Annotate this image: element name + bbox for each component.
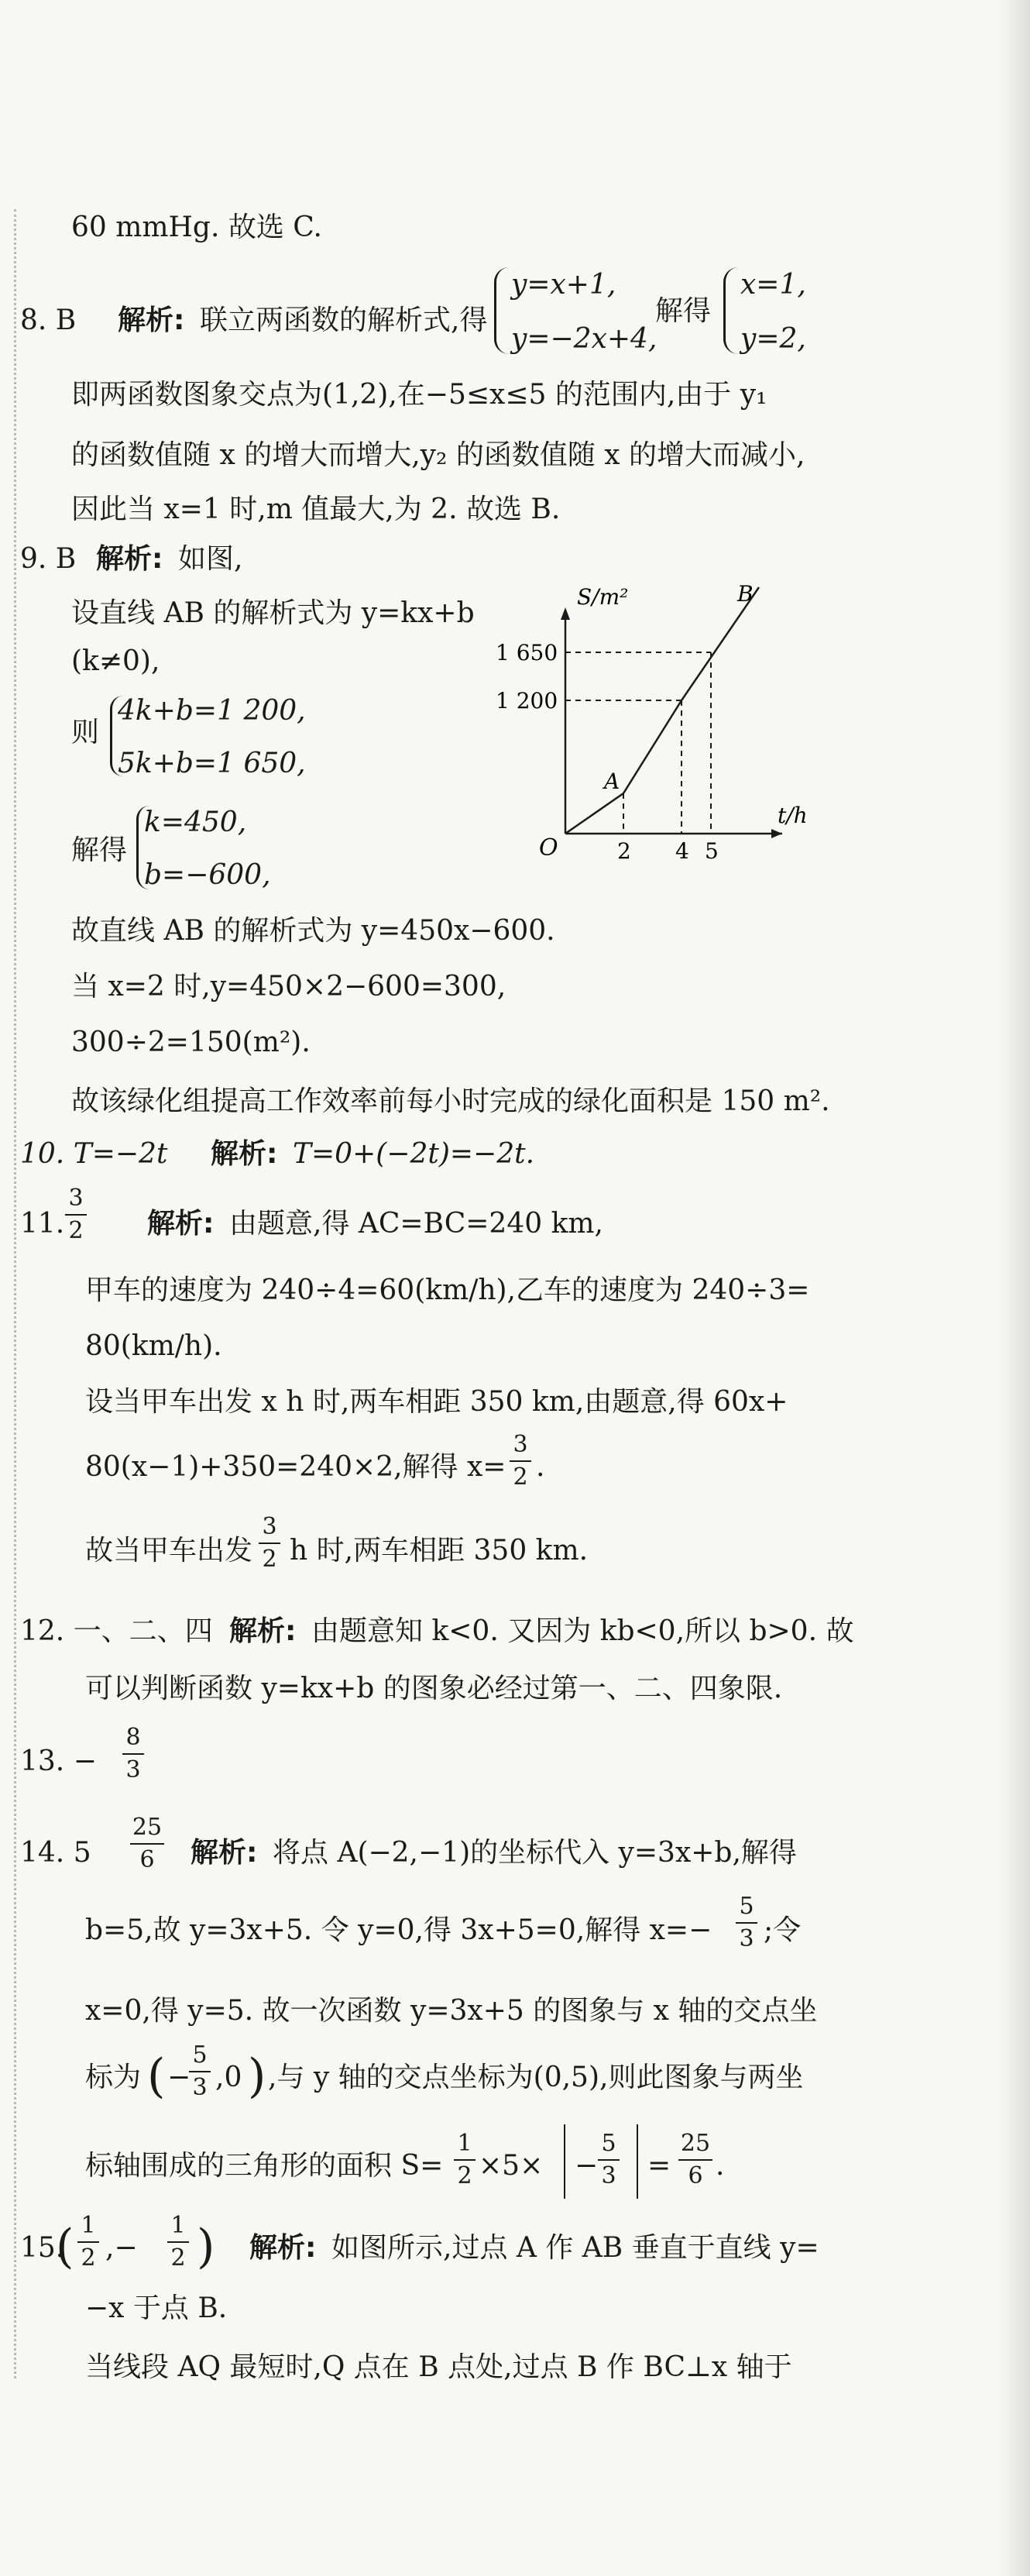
fraction-numerator: 3	[68, 1185, 84, 1212]
q14-answer1: 14. 5	[20, 1837, 91, 1869]
q14-line4-b: ,与 y 轴的交点坐标为(0,5),则此图象与两坐	[268, 2062, 804, 2093]
y-tick-1200: 1 200	[496, 688, 558, 714]
q8-system-eq1: y=x+1,	[511, 269, 616, 301]
q14-coord-fraction	[189, 2042, 211, 2101]
q15-close-paren: )	[197, 2220, 215, 2274]
q8-number: 8. B	[20, 304, 77, 336]
q15-number: 15.	[20, 2232, 65, 2264]
q14-text: 将点 A(−2,−1)的坐标代入 y=3x+b,解得	[273, 1837, 797, 1869]
q9-system-eq1: 4k+b=1 200,	[118, 695, 306, 727]
fraction-denominator: 2	[68, 1217, 84, 1244]
fraction-numerator: 25	[132, 1814, 163, 1841]
binding-margin-line	[14, 209, 16, 2378]
x-axis-arrow	[771, 829, 782, 838]
fraction-numerator: 5	[192, 2041, 208, 2069]
fraction-numerator: 8	[125, 1724, 141, 1751]
q15-open-paren: (	[56, 2220, 74, 2274]
q14-answer2-fraction	[130, 1814, 164, 1873]
q14-line5-eq: =	[647, 2150, 671, 2182]
q15-analysis-label: 解析:	[249, 2232, 317, 2264]
fraction-numerator: 3	[513, 1431, 528, 1458]
fraction-denominator: 3	[739, 1925, 754, 1952]
y-axis-label: S/m²	[577, 584, 629, 610]
q12-analysis-label: 解析:	[229, 1615, 297, 1647]
q14-line2-a: b=5,故 y=3x+5. 令 y=0,得 3x+5=0,解得 x=−	[85, 1914, 712, 1946]
fraction-denominator: 2	[457, 2162, 472, 2189]
x-tick-4: 4	[675, 838, 689, 864]
q11-line2: 甲车的速度为 240÷4=60(km/h),乙车的速度为 240÷3=	[85, 1274, 810, 1306]
fraction-denominator: 2	[513, 1463, 528, 1491]
q8-solve-text: 解得	[655, 295, 712, 327]
q12-answer: 12. 一、二、四	[20, 1615, 213, 1647]
q11-number: 11.	[20, 1208, 65, 1240]
q9-solution-k: k=450,	[144, 807, 247, 838]
q14-open-paren: (	[147, 2049, 166, 2103]
q9-number: 9. B	[20, 543, 77, 575]
q15-line2: −x 于点 B.	[85, 2292, 228, 2324]
q9-line8: 故该绿化组提高工作效率前每小时完成的绿化面积是 150 m².	[71, 1085, 830, 1117]
q14-close-paren: )	[248, 2049, 266, 2103]
q11-analysis-label: 解析:	[147, 1208, 215, 1240]
q13-answer-fraction	[122, 1725, 144, 1783]
fraction-denominator: 3	[125, 1756, 141, 1783]
q9-line2: (k≠0),	[71, 645, 160, 677]
fraction-denominator: 3	[601, 2162, 616, 2189]
q9-line1: 设直线 AB 的解析式为 y=kx+b	[71, 597, 475, 629]
q14-line2-b: ;令	[764, 1914, 802, 1946]
q14-coord-minus: −	[167, 2062, 191, 2093]
q10-answer: 10. T=−2t	[20, 1138, 168, 1170]
q14-abs-bar-right	[637, 2124, 638, 2199]
q14-line5-b: ×5×	[479, 2150, 544, 2182]
q12-text: 由题意知 k<0. 又因为 kb<0,所以 b>0. 故	[311, 1615, 854, 1647]
q15-comma-minus: ,−	[105, 2232, 138, 2264]
q8-line4: 因此当 x=1 时,m 值最大,为 2. 故选 B.	[71, 494, 561, 525]
q13-answer-prefix: 13. −	[20, 1745, 97, 1777]
q9-line7: 300÷2=150(m²).	[71, 1027, 311, 1058]
graph-line-oab	[565, 587, 759, 834]
q8-solution-x: x=1,	[740, 269, 806, 301]
q14-abs-bar-left	[564, 2124, 565, 2199]
q9-line6: 当 x=2 时,y=450×2−600=300,	[71, 971, 506, 1003]
q14-x-fraction	[736, 1893, 757, 1952]
point-a-label: A	[604, 769, 620, 794]
fraction-denominator: 6	[139, 1846, 155, 1873]
q11-x-fraction	[510, 1432, 531, 1491]
q11-line3: 80(km/h).	[85, 1330, 222, 1362]
fraction-numerator: 5	[601, 2130, 616, 2157]
q11-text: 由题意,得 AC=BC=240 km,	[229, 1208, 603, 1240]
q14-analysis-label: 解析:	[191, 1837, 258, 1869]
q11-line6-b: h 时,两车相距 350 km.	[290, 1535, 589, 1567]
text-line-q7-end: 60 mmHg. 故选 C.	[71, 212, 323, 243]
q8-analysis-label: 解析:	[118, 304, 185, 336]
q14-line5-end: .	[716, 2150, 725, 2182]
q8-line3: 的函数值随 x 的增大而增大,y₂ 的函数值随 x 的增大而减小,	[71, 439, 805, 471]
fraction-numerator: 25	[680, 2130, 711, 2157]
q9-solve: 解得	[71, 834, 128, 866]
q14-area-fraction	[678, 2131, 712, 2189]
q11-line4: 设当甲车出发 x h 时,两车相距 350 km,由题意,得 60x+	[85, 1386, 788, 1418]
q14-half-fraction	[454, 2131, 476, 2189]
page-edge-shadow	[999, 0, 1030, 2576]
q11-line5: 80(x−1)+350=240×2,解得 x=	[85, 1451, 506, 1483]
q9-line5: 故直线 AB 的解析式为 y=450x−600.	[71, 915, 555, 947]
q14-coord-zero: ,0	[215, 2062, 242, 2093]
q9-text: 如图,	[178, 543, 243, 575]
fraction-numerator: 5	[739, 1893, 754, 1920]
q9-system-eq2: 5k+b=1 650,	[118, 748, 306, 779]
q8-text: 联立两函数的解析式,得	[200, 304, 488, 336]
q8-line2: 即两函数图象交点为(1,2),在−5≤x≤5 的范围内,由于 y₁	[71, 379, 767, 411]
q10-text: T=0+(−2t)=−2t.	[293, 1138, 535, 1170]
q8-system-brace	[494, 267, 509, 354]
x-tick-2: 2	[617, 838, 631, 864]
q15-x-fraction	[77, 2213, 99, 2272]
q9-analysis-label: 解析:	[96, 543, 163, 575]
q15-line3: 当线段 AQ 最短时,Q 点在 B 点处,过点 B 作 BC⊥x 轴于	[85, 2351, 792, 2383]
point-b-label: B	[737, 581, 754, 607]
q14-line4-a: 标为	[85, 2062, 142, 2093]
q8-solution-brace	[723, 267, 738, 354]
fraction-denominator: 2	[170, 2244, 186, 2272]
fraction-denominator: 2	[262, 1546, 277, 1573]
origin-label: O	[539, 834, 558, 862]
q11-line5-end: .	[536, 1451, 545, 1483]
fraction-numerator: 1	[170, 2212, 186, 2239]
x-tick-5: 5	[705, 838, 719, 864]
q15-y-fraction	[167, 2213, 189, 2272]
q11-time-fraction	[259, 1514, 280, 1573]
fraction-denominator: 2	[81, 2244, 96, 2272]
q8-solution-y: y=2,	[740, 323, 806, 355]
fraction-numerator: 3	[262, 1513, 277, 1540]
y-tick-1650: 1 650	[496, 640, 558, 665]
fraction-denominator: 6	[688, 2162, 703, 2189]
x-axis-label: t/h	[778, 803, 808, 828]
fraction-numerator: 1	[457, 2130, 472, 2157]
y-axis-arrow	[561, 607, 570, 620]
fraction-denominator: 3	[192, 2074, 208, 2101]
q14-abs-fraction	[598, 2131, 620, 2189]
q8-system-eq2: y=−2x+4,	[511, 323, 657, 355]
q10-analysis-label: 解析:	[211, 1138, 278, 1170]
q14-line5-a: 标轴围成的三角形的面积 S=	[85, 2150, 444, 2182]
q9-graph	[496, 581, 808, 865]
q9-then: 则	[71, 717, 100, 748]
q14-line3: x=0,得 y=5. 故一次函数 y=3x+5 的图象与 x 轴的交点坐	[85, 1995, 818, 2027]
q15-text: 如图所示,过点 A 作 AB 垂直于直线 y=	[331, 2232, 819, 2264]
q12-line2: 可以判断函数 y=kx+b 的图象必经过第一、二、四象限.	[85, 1673, 783, 1704]
q9-solution-b: b=−600,	[144, 859, 271, 891]
q11-answer-fraction	[65, 1185, 87, 1244]
q11-line6-a: 故当甲车出发	[85, 1535, 253, 1567]
q14-abs-minus: −	[575, 2150, 599, 2182]
fraction-numerator: 1	[81, 2212, 96, 2239]
